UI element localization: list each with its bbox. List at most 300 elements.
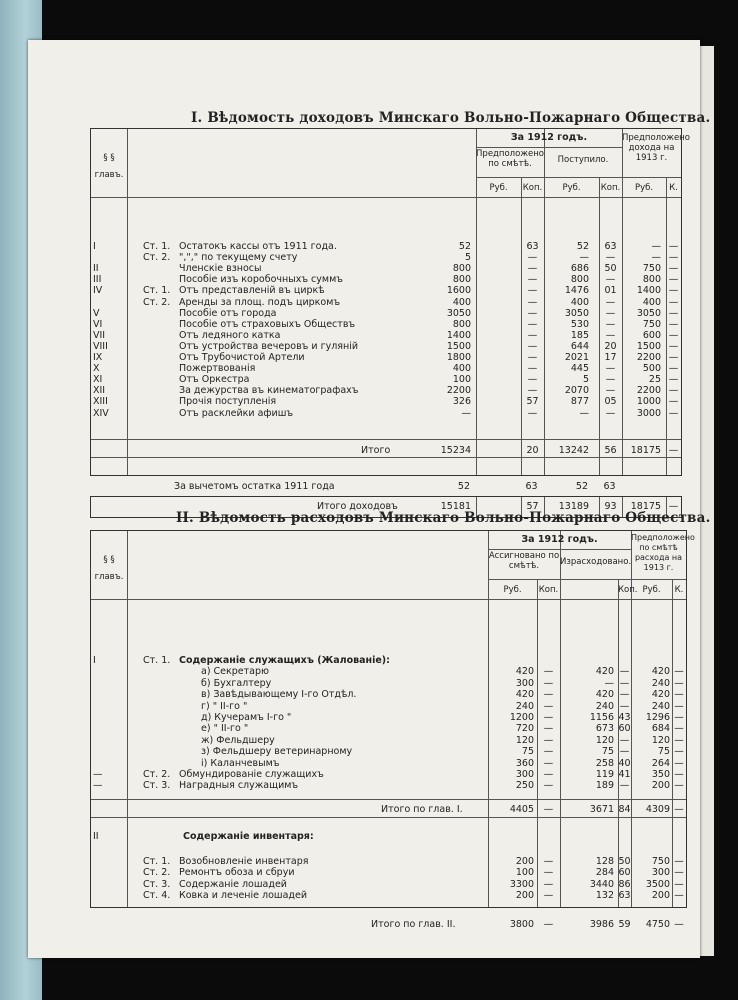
cell: —	[461, 407, 471, 419]
income-row	[91, 352, 681, 363]
cell: —	[674, 769, 684, 780]
cell: 86	[618, 878, 631, 890]
cell: —	[543, 878, 554, 890]
cell: —	[674, 723, 684, 735]
row-label: Членскіе взносы	[179, 263, 262, 275]
income-row	[91, 274, 681, 285]
expense-row	[91, 678, 686, 689]
cell: —	[527, 385, 538, 397]
expense-row	[91, 856, 686, 867]
cell: 200	[515, 890, 534, 902]
row-label: Отъ Оркестра	[179, 374, 250, 386]
income-row	[91, 385, 681, 396]
cell: 720	[515, 723, 534, 735]
glav-cell: XI	[93, 374, 103, 386]
cell: 56	[604, 445, 617, 456]
row-label: Отъ расклейки афишъ	[179, 407, 294, 419]
cell: 420	[651, 666, 670, 678]
expense-row	[91, 890, 686, 901]
glav-cell: XIII	[93, 396, 108, 408]
cell: 50	[618, 856, 631, 867]
cell: 360	[515, 757, 534, 769]
row-label: За дежурства въ кинематографахъ	[179, 385, 359, 397]
row-label: Пожертвованія	[179, 363, 256, 375]
cell: 420	[595, 689, 614, 701]
row-label: в) Завѣдывающему I-го Отдѣл.	[201, 689, 357, 701]
cell: 57	[526, 396, 539, 408]
header-kop: Коп.	[538, 585, 559, 595]
cell: 41	[618, 769, 631, 780]
row-label: Наградныя служащимъ	[179, 780, 299, 792]
expense-sec2-row	[91, 831, 686, 842]
cell: 13189	[558, 501, 589, 512]
row-label: Остатокъ кассы отъ 1911 года.	[179, 241, 337, 252]
row-label: Содержаніе служащихъ (Жалованіе):	[179, 655, 390, 666]
cell: —	[619, 780, 630, 792]
income-row	[91, 341, 681, 352]
expense-row	[91, 735, 686, 746]
row-label: Ремонтъ обоза и сбруи	[179, 867, 295, 879]
cell: 4405	[509, 804, 534, 815]
income-row	[91, 297, 681, 308]
header-next: Предположено по смѣтѣ расхода на 1913 г.	[631, 533, 695, 572]
cell: 2070	[564, 385, 589, 397]
cell: 43	[618, 712, 631, 723]
glav-cell: XIV	[93, 407, 109, 419]
cell: —	[605, 252, 616, 264]
cell: 5	[464, 252, 471, 264]
cell: 750	[642, 318, 661, 330]
cell: 15234	[440, 445, 471, 456]
total-label: Итого	[361, 445, 391, 456]
cell: —	[605, 296, 616, 308]
cell: —	[543, 804, 554, 815]
cell: —	[543, 723, 554, 735]
cell: 18175	[630, 445, 661, 456]
cell: —	[619, 734, 630, 746]
cell: 52	[457, 481, 470, 492]
income-row	[91, 374, 681, 385]
cell: —	[668, 318, 679, 330]
header-kop: Коп.	[618, 585, 638, 595]
cell: —	[668, 340, 679, 352]
cell: —	[668, 407, 679, 419]
cell: —	[543, 757, 554, 769]
expense-row	[91, 867, 686, 878]
cell: —	[668, 285, 679, 297]
cell: 1156	[589, 712, 614, 723]
cell: 420	[515, 666, 534, 678]
cell: 800	[452, 274, 471, 286]
cell: 300	[515, 769, 534, 780]
page-fold-edge	[700, 46, 714, 956]
cell: 3050	[446, 307, 471, 319]
cell: —	[543, 700, 554, 712]
row-label: Обмундированіе служащихъ	[179, 769, 324, 780]
cell: —	[674, 689, 684, 701]
cell: —	[543, 890, 554, 902]
cell: 63	[604, 241, 617, 252]
article-cell: Ст. 4.	[143, 890, 171, 902]
expense-table	[90, 530, 695, 930]
cell: —	[668, 274, 679, 286]
expense-total1-row	[91, 804, 686, 815]
expense-row	[91, 780, 686, 791]
cell: —	[527, 307, 538, 319]
cell: 2200	[636, 352, 661, 363]
cell: —	[674, 712, 684, 723]
cell: 120	[595, 734, 614, 746]
cell: 4750	[645, 919, 670, 930]
cell: 3440	[589, 878, 614, 890]
header-glav: главъ.	[94, 170, 124, 180]
cell: 75	[521, 746, 534, 758]
income-table	[90, 128, 690, 476]
article-cell: Ст. 2.	[143, 769, 171, 780]
cell: —	[605, 274, 616, 286]
cell: 63	[526, 241, 539, 252]
glav-cell: —	[93, 769, 103, 780]
header-rub: Руб.	[562, 183, 581, 193]
header-rub: Руб.	[634, 183, 654, 193]
article-cell: Ст. 1.	[143, 856, 171, 867]
cell: 1500	[446, 340, 471, 352]
cell: 2200	[636, 385, 661, 397]
article-cell: Ст. 2.	[143, 867, 171, 879]
header-kop: Коп.	[600, 183, 621, 193]
cell: 50	[604, 263, 617, 275]
cell: 120	[651, 734, 670, 746]
article-cell: Ст. 1.	[143, 285, 171, 297]
cell: —	[668, 241, 679, 252]
cell: —	[668, 352, 679, 363]
cell: 240	[651, 700, 670, 712]
cell: —	[543, 769, 554, 780]
cell: 500	[642, 363, 661, 375]
cell: —	[674, 867, 684, 879]
header-spent: Израсходовано.	[560, 557, 632, 567]
cell: —	[651, 252, 661, 264]
cell: 84	[618, 804, 631, 815]
cell: —	[674, 757, 684, 769]
cell: 3000	[636, 407, 661, 419]
row-label: Пособіе изъ коробочныхъ суммъ	[179, 274, 343, 286]
row-label: з) Фельдшеру ветеринарному	[201, 746, 353, 758]
cell: —	[674, 666, 684, 678]
cell: 1000	[636, 396, 661, 408]
cell: 60	[618, 867, 631, 879]
row-label: Аренды за площ. подъ циркомъ	[179, 296, 341, 308]
income-row	[91, 330, 681, 341]
article-cell: Ст. 3.	[143, 878, 171, 890]
cell: —	[604, 677, 614, 689]
total-label: Итого по глав. I.	[381, 804, 463, 815]
cell: 445	[570, 363, 589, 375]
cell: 300	[515, 677, 534, 689]
cell: —	[543, 689, 554, 701]
income-row	[91, 308, 681, 319]
expense-row	[91, 758, 686, 769]
cell: —	[619, 700, 630, 712]
article-cell: Ст. 1.	[143, 655, 171, 666]
cell: 420	[595, 666, 614, 678]
header-planned: Ассигновано по смѣтѣ.	[488, 551, 560, 571]
expense-row	[91, 723, 686, 734]
cell: —	[527, 274, 538, 286]
cell: 01	[604, 285, 617, 297]
glav-cell: V	[93, 307, 100, 319]
cell: 326	[452, 396, 471, 408]
cell: 400	[570, 296, 589, 308]
cell: —	[674, 780, 684, 792]
cell: —	[543, 919, 554, 930]
glav-cell: VIII	[93, 340, 108, 352]
cell: 3986	[589, 919, 614, 930]
glav-cell: IV	[93, 285, 103, 297]
cell: —	[605, 329, 616, 341]
cell: —	[668, 296, 679, 308]
cell: 20	[604, 340, 617, 352]
cell: —	[527, 374, 538, 386]
cell: 250	[515, 780, 534, 792]
cell: —	[543, 712, 554, 723]
row-label: Ковка и леченіе лошадей	[179, 890, 308, 902]
minus-label: За вычетомъ остатка 1911 года	[174, 481, 335, 492]
row-label: Отъ представленій въ циркѣ	[179, 285, 325, 297]
cell: —	[668, 307, 679, 319]
cell: 185	[570, 329, 589, 341]
cell: —	[674, 804, 684, 815]
cell: —	[527, 296, 538, 308]
cell: —	[543, 734, 554, 746]
cell: 800	[570, 274, 589, 286]
cell: —	[674, 734, 684, 746]
expense-title: II. Вѣдомость расходовъ Минскаго Вольно-Пожарнаго Общества.	[176, 510, 711, 526]
cell: 284	[595, 867, 614, 879]
cell: —	[674, 856, 684, 867]
cell: 52	[458, 241, 471, 252]
cell: 59	[618, 919, 631, 930]
cell: 120	[515, 734, 534, 746]
cell: 3300	[509, 878, 534, 890]
cell: 93	[604, 501, 617, 512]
cell: —	[543, 867, 554, 879]
header-k: К.	[674, 585, 684, 595]
row-label: г) " II-го "	[201, 700, 248, 712]
expense-row	[91, 701, 686, 712]
cell: 1400	[446, 329, 471, 341]
income-row	[91, 241, 681, 252]
row-label: а) Секретарю	[201, 666, 270, 678]
cell: 400	[642, 296, 661, 308]
cell: 52	[575, 481, 588, 492]
cell: —	[668, 501, 679, 512]
cell: —	[605, 307, 616, 319]
cell: —	[668, 363, 679, 375]
cell: 420	[515, 689, 534, 701]
expense-row	[91, 712, 686, 723]
cell: 52	[576, 241, 589, 252]
cell: 240	[595, 700, 614, 712]
expense-row	[91, 769, 686, 780]
cell: 3671	[589, 804, 614, 815]
cell: —	[579, 252, 589, 264]
header-sect: § §	[103, 555, 115, 565]
cell: —	[605, 385, 616, 397]
row-label: д) Кучерамъ I-го "	[201, 712, 292, 723]
cell: —	[668, 329, 679, 341]
cell: —	[668, 252, 679, 264]
cell: 57	[526, 501, 539, 512]
cell: 1476	[564, 285, 589, 297]
cell: —	[605, 318, 616, 330]
cell: 13242	[558, 445, 589, 456]
cell: —	[527, 352, 538, 363]
cell: 1200	[509, 712, 534, 723]
cell: 800	[452, 263, 471, 275]
header-planned: Предположено по смѣтѣ.	[476, 149, 544, 169]
cell: 63	[525, 481, 538, 492]
header-next: Предположено дохода на 1913 г.	[622, 133, 690, 163]
income-total-row	[91, 445, 681, 456]
cell: 189	[595, 780, 614, 792]
cell: 132	[595, 890, 614, 902]
cell: 5	[582, 374, 589, 386]
cell: —	[674, 919, 684, 930]
cell: —	[579, 407, 589, 419]
cell: 4309	[645, 804, 670, 815]
cell: 17	[604, 352, 617, 363]
article-cell: Ст. 1.	[143, 241, 171, 252]
cell: —	[674, 700, 684, 712]
cell: 15181	[440, 501, 471, 512]
cell: —	[619, 666, 630, 678]
cell: —	[674, 878, 684, 890]
cell: 2200	[446, 385, 471, 397]
glav-cell: I	[93, 655, 96, 666]
cell: 119	[595, 769, 614, 780]
row-label: е) " II-го "	[201, 723, 249, 735]
cell: —	[651, 241, 661, 252]
income-minus-row	[90, 481, 680, 492]
cell: —	[543, 746, 554, 758]
cell: 644	[570, 340, 589, 352]
cell: 877	[570, 396, 589, 408]
article-cell: Ст. 2.	[143, 296, 171, 308]
cell: 750	[651, 856, 670, 867]
income-row	[91, 319, 681, 330]
expense-total2-row	[91, 919, 686, 930]
cell: —	[527, 318, 538, 330]
cell: —	[605, 363, 616, 375]
cell: 300	[651, 867, 670, 879]
cell: 75	[657, 746, 670, 758]
cell: —	[527, 285, 538, 297]
cell: —	[527, 329, 538, 341]
cell: 600	[642, 329, 661, 341]
cell: 200	[515, 856, 534, 867]
income-row	[91, 252, 681, 263]
cell: —	[668, 374, 679, 386]
cell: 420	[651, 689, 670, 701]
glav-cell: VI	[93, 318, 103, 330]
income-row	[91, 263, 681, 274]
cell: —	[543, 856, 554, 867]
grand-label: Итого доходовъ	[317, 501, 398, 512]
row-label: ","," по текущему счету	[179, 252, 298, 264]
cell: —	[543, 666, 554, 678]
glav-cell: IX	[93, 352, 103, 363]
header-rub: Руб.	[503, 585, 522, 595]
cell: 1296	[645, 712, 670, 723]
cell: —	[674, 890, 684, 902]
header-year: За 1912 годъ.	[510, 132, 588, 143]
income-row	[91, 396, 681, 407]
cell: 400	[452, 296, 471, 308]
cell: 63	[603, 481, 616, 492]
cell: —	[543, 677, 554, 689]
cell: 20	[526, 445, 539, 456]
cell: 100	[452, 374, 471, 386]
expense-row	[91, 689, 686, 700]
row-label: Пособіе отъ города	[179, 307, 277, 319]
cell: 1500	[636, 340, 661, 352]
row-label: Содержаніе лошадей	[179, 878, 287, 890]
cell: 264	[651, 757, 670, 769]
income-row	[91, 285, 681, 296]
cell: —	[674, 677, 684, 689]
cell: —	[605, 374, 616, 386]
cell: 258	[595, 757, 614, 769]
row-label: б) Бухгалтеру	[201, 677, 272, 689]
cell: 63	[618, 890, 631, 902]
row-label: ж) Фельдшеру	[201, 734, 275, 746]
glav-cell: III	[93, 274, 102, 286]
cell: 750	[642, 263, 661, 275]
cell: 686	[570, 263, 589, 275]
row-label: Отъ ледяного катка	[179, 329, 281, 341]
cell: 128	[595, 856, 614, 867]
row-label: Отъ Трубочистой Артели	[179, 352, 305, 363]
cell: 240	[651, 677, 670, 689]
glav-cell: VII	[93, 329, 106, 341]
cell: —	[619, 746, 630, 758]
row-label: Возобновленіе инвентаря	[179, 856, 309, 867]
cell: 200	[651, 780, 670, 792]
total-label: Итого по глав. II.	[371, 919, 456, 930]
glav-cell: I	[93, 241, 96, 252]
cell: 2021	[564, 352, 589, 363]
cell: —	[605, 407, 616, 419]
cell: 25	[648, 374, 661, 386]
cell: —	[668, 263, 679, 275]
cell: 530	[570, 318, 589, 330]
glav-cell: XII	[93, 385, 106, 397]
cell: 60	[618, 723, 631, 735]
cell: —	[527, 407, 538, 419]
cell: 240	[515, 700, 534, 712]
cell: —	[674, 746, 684, 758]
header-sect: § §	[103, 153, 115, 163]
row-label: Прочія поступленія	[179, 396, 277, 408]
cell: 200	[651, 890, 670, 902]
expense-row	[91, 746, 686, 757]
cell: 350	[651, 769, 670, 780]
cell: —	[619, 689, 630, 701]
glav-cell: —	[93, 780, 103, 792]
cell: —	[527, 363, 538, 375]
row-label: Пособіе отъ страховыхъ Обществъ	[179, 318, 356, 330]
